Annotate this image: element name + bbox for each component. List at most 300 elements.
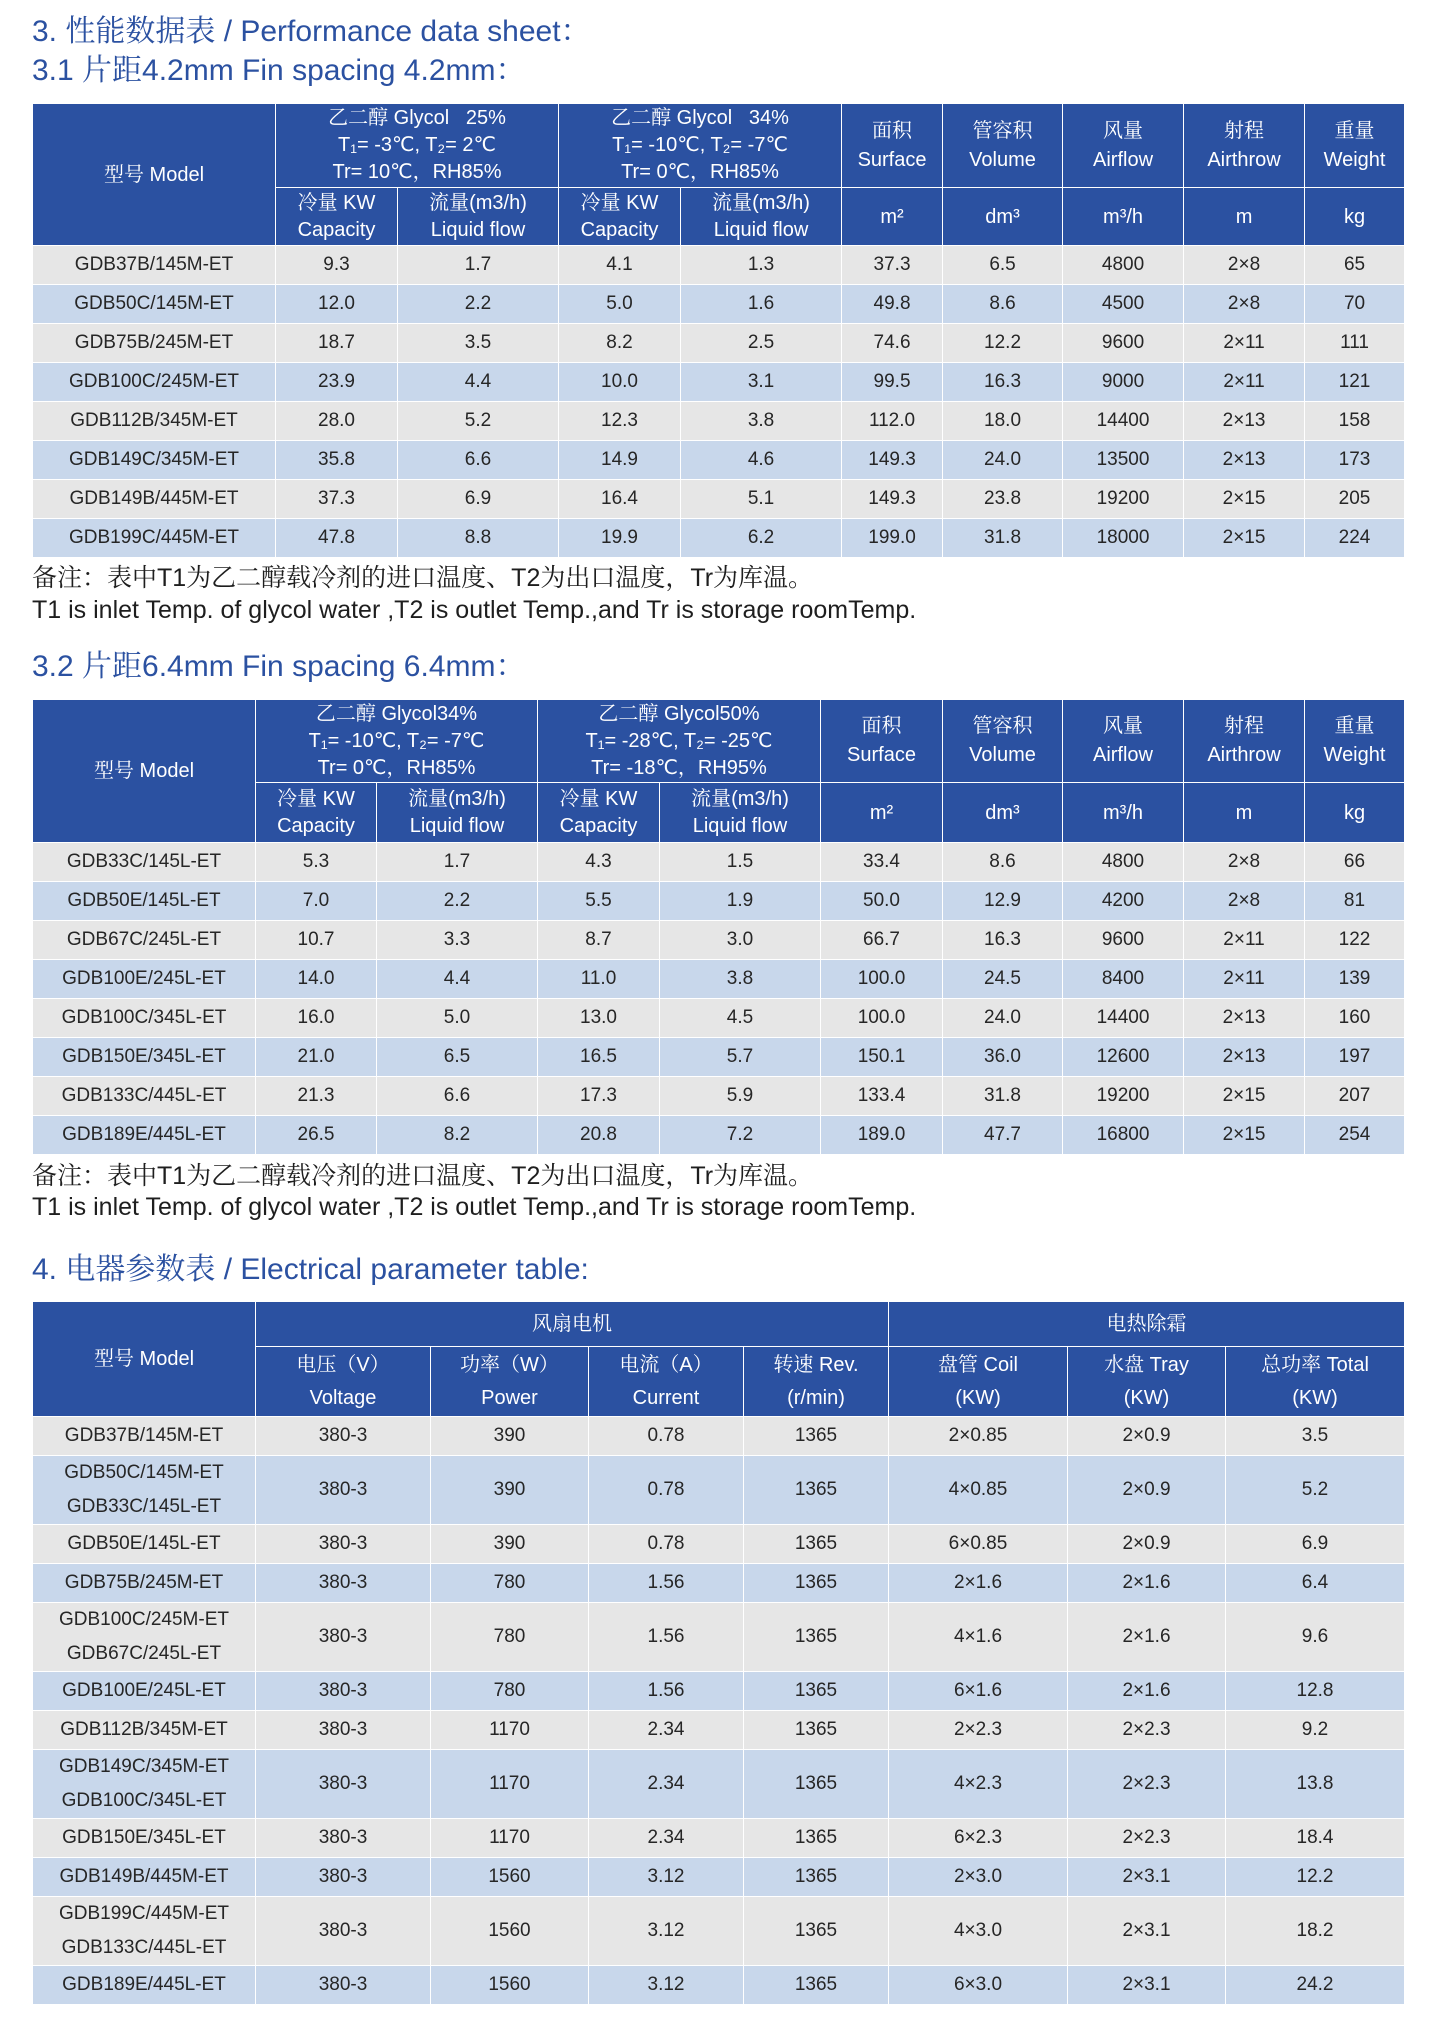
model-cell: GDB67C/245L-ET <box>33 921 256 960</box>
value-cell: 14400 <box>1063 402 1184 441</box>
value-cell: 6×2.3 <box>889 1819 1068 1858</box>
model-cell: GDB199C/445M-ET <box>33 519 276 558</box>
column-header <box>1063 700 1184 783</box>
electrical-table <box>32 1301 1405 2005</box>
value-cell: 8.7 <box>538 921 660 960</box>
value-cell: 4×2.3 <box>889 1750 1068 1819</box>
column-header <box>1305 104 1405 188</box>
value-cell: 6.9 <box>398 480 559 519</box>
value-cell: 390 <box>431 1456 589 1525</box>
column-header-zh: 功率（W） <box>460 1353 559 1376</box>
value-cell: 18000 <box>1063 519 1184 558</box>
model-name: GDB37B/145M-ET <box>64 1425 224 1446</box>
value-cell: 1365 <box>744 1417 889 1456</box>
sub-header-en: Liquid flow <box>692 814 788 837</box>
value-cell: 122 <box>1305 921 1405 960</box>
value-cell: 380-3 <box>256 1711 431 1750</box>
column-header-zh: 电压（V） <box>296 1353 390 1376</box>
column-header-zh: 射程 <box>1224 715 1264 737</box>
model-cell <box>33 1858 256 1897</box>
value-cell: 33.4 <box>821 843 943 882</box>
value-cell: 207 <box>1305 1077 1405 1116</box>
sub-header-zh: 流量(m3/h) <box>408 787 506 810</box>
value-cell: 139 <box>1305 960 1405 999</box>
value-cell: 1365 <box>744 1750 889 1819</box>
value-cell: 21.3 <box>256 1077 377 1116</box>
sub-header <box>538 783 660 843</box>
value-cell: 7.2 <box>660 1116 821 1155</box>
value-cell: 1.6 <box>681 285 842 324</box>
column-header-zh: 重量 <box>1334 715 1375 737</box>
value-cell: 17.3 <box>538 1077 660 1116</box>
model-name: GDB33C/145L-ET <box>66 1496 222 1517</box>
model-cell: GDB33C/145L-ET <box>33 843 256 882</box>
value-cell: 47.8 <box>276 519 398 558</box>
value-cell: 4×0.85 <box>889 1456 1068 1525</box>
value-cell: 2×0.9 <box>1068 1525 1226 1564</box>
unit-header: m² <box>821 783 943 843</box>
fan-motor-group-header: 风扇电机 <box>256 1302 889 1347</box>
value-cell: 2×3.0 <box>889 1858 1068 1897</box>
value-cell: 1.7 <box>398 246 559 285</box>
value-cell: 2×2.3 <box>1068 1750 1226 1819</box>
value-cell: 1560 <box>431 1897 589 1966</box>
column-header-zh: 转速 Rev. <box>773 1353 859 1376</box>
value-cell: 1365 <box>744 1966 889 2005</box>
value-cell: 16.3 <box>943 363 1063 402</box>
value-cell: 2×11 <box>1184 921 1305 960</box>
value-cell: 2.2 <box>377 882 538 921</box>
value-cell: 380-3 <box>256 1966 431 2005</box>
table-row <box>33 1711 1405 1750</box>
table-row <box>33 843 1405 882</box>
value-cell: 12.9 <box>943 882 1063 921</box>
sub-header-zh: 冷量 KW <box>277 787 355 810</box>
table-row <box>33 1116 1405 1155</box>
glycol-condition-header <box>559 104 842 188</box>
column-header-zh: 电流（A） <box>619 1353 713 1376</box>
sub-header-zh: 冷量 KW <box>559 787 638 810</box>
value-cell: 13500 <box>1063 441 1184 480</box>
sub-header-zh: 流量(m3/h) <box>429 191 527 214</box>
value-cell: 13.8 <box>1226 1750 1405 1819</box>
value-cell: 9600 <box>1063 921 1184 960</box>
value-cell: 16.0 <box>256 999 377 1038</box>
model-cell: GDB100C/245M-ET <box>33 363 276 402</box>
value-cell: 380-3 <box>256 1417 431 1456</box>
model-name: GDB100C/345L-ET <box>61 1790 227 1811</box>
model-cell <box>33 1819 256 1858</box>
table-row <box>33 519 1405 558</box>
value-cell: 380-3 <box>256 1750 431 1819</box>
value-cell: 65 <box>1305 246 1405 285</box>
value-cell: 8.6 <box>943 285 1063 324</box>
value-cell: 18.7 <box>276 324 398 363</box>
glycol-condition-header <box>538 700 821 783</box>
unit-header: m³/h <box>1063 783 1184 843</box>
value-cell: 1365 <box>744 1525 889 1564</box>
value-cell: 9000 <box>1063 363 1184 402</box>
value-cell: 8.6 <box>943 843 1063 882</box>
column-header <box>744 1347 889 1417</box>
value-cell: 4800 <box>1063 843 1184 882</box>
unit-header: m² <box>842 188 943 246</box>
value-cell: 10.0 <box>559 363 681 402</box>
sub-header-zh: 流量(m3/h) <box>691 787 789 810</box>
performance-table <box>32 699 1405 1155</box>
value-cell: 4.3 <box>538 843 660 882</box>
value-cell: 2×11 <box>1184 324 1305 363</box>
value-cell: 2×13 <box>1184 1038 1305 1077</box>
value-cell: 5.3 <box>256 843 377 882</box>
table-header <box>33 700 1405 843</box>
value-cell: 149.3 <box>842 480 943 519</box>
column-header-zh: 管容积 <box>972 715 1033 737</box>
value-cell: 20.8 <box>538 1116 660 1155</box>
table-row <box>33 363 1405 402</box>
model-header: 型号 Model <box>33 104 276 246</box>
column-header-zh: 风量 <box>1103 715 1143 737</box>
value-cell: 1365 <box>744 1897 889 1966</box>
value-cell: 11.0 <box>538 960 660 999</box>
value-cell: 26.5 <box>256 1116 377 1155</box>
column-header <box>1063 104 1184 188</box>
sub-header <box>660 783 821 843</box>
value-cell: 12.8 <box>1226 1672 1405 1711</box>
table-row <box>33 1417 1405 1456</box>
value-cell: 74.6 <box>842 324 943 363</box>
table-row <box>33 999 1405 1038</box>
value-cell: 380-3 <box>256 1858 431 1897</box>
value-cell: 35.8 <box>276 441 398 480</box>
model-cell <box>33 1711 256 1750</box>
unit-header: m <box>1184 188 1305 246</box>
column-header <box>842 104 943 188</box>
value-cell: 0.78 <box>589 1525 744 1564</box>
value-cell: 18.4 <box>1226 1819 1405 1858</box>
column-header-en: Surface <box>847 744 916 766</box>
value-cell: 8.2 <box>559 324 681 363</box>
model-cell: GDB50E/145L-ET <box>33 882 256 921</box>
value-cell: 50.0 <box>821 882 943 921</box>
value-cell: 1.56 <box>589 1603 744 1672</box>
value-cell: 112.0 <box>842 402 943 441</box>
value-cell: 14.0 <box>256 960 377 999</box>
value-cell: 2.34 <box>589 1750 744 1819</box>
table-row <box>33 1672 1405 1711</box>
column-header <box>1226 1347 1405 1417</box>
table-row <box>33 1525 1405 1564</box>
value-cell: 197 <box>1305 1038 1405 1077</box>
model-cell <box>33 1456 256 1525</box>
glycol-condition-line: T₁= -10℃, T₂= -7℃ <box>308 729 485 752</box>
model-cell <box>33 1966 256 2005</box>
model-name: GDB149C/345M-ET <box>58 1756 229 1777</box>
value-cell: 37.3 <box>842 246 943 285</box>
glycol-condition-header <box>276 104 559 188</box>
value-cell: 3.8 <box>660 960 821 999</box>
value-cell: 9600 <box>1063 324 1184 363</box>
value-cell: 6.6 <box>377 1077 538 1116</box>
value-cell: 28.0 <box>276 402 398 441</box>
model-cell <box>33 1417 256 1456</box>
value-cell: 23.9 <box>276 363 398 402</box>
value-cell: 6×3.0 <box>889 1966 1068 2005</box>
value-cell: 1.9 <box>660 882 821 921</box>
value-cell: 380-3 <box>256 1819 431 1858</box>
table-row <box>33 1858 1405 1897</box>
column-header-zh: 重量 <box>1334 119 1375 142</box>
value-cell: 2×11 <box>1184 363 1305 402</box>
value-cell: 2×0.85 <box>889 1417 1068 1456</box>
column-header <box>1305 700 1405 783</box>
value-cell: 2×15 <box>1184 1077 1305 1116</box>
glycol-condition-line: T₁= -3℃, T₂= 2℃ <box>338 134 496 156</box>
column-header-zh: 面积 <box>861 715 902 737</box>
table-note-en: T1 is inlet Temp. of glycol water ,T2 is outlet Temp.,and Tr is storage roomTemp. <box>32 1193 917 1221</box>
value-cell: 2×1.6 <box>889 1564 1068 1603</box>
value-cell: 70 <box>1305 285 1405 324</box>
glycol-condition-header <box>256 700 538 783</box>
model-cell: GDB189E/445L-ET <box>33 1116 256 1155</box>
table-row <box>33 921 1405 960</box>
value-cell: 390 <box>431 1417 589 1456</box>
value-cell: 380-3 <box>256 1525 431 1564</box>
value-cell: 10.7 <box>256 921 377 960</box>
value-cell: 2.2 <box>398 285 559 324</box>
table-row <box>33 1603 1405 1672</box>
value-cell: 23.8 <box>943 480 1063 519</box>
table-row <box>33 1564 1405 1603</box>
value-cell: 160 <box>1305 999 1405 1038</box>
value-cell: 0.78 <box>589 1417 744 1456</box>
model-cell: GDB133C/445L-ET <box>33 1077 256 1116</box>
column-header-en: Volume <box>969 148 1036 171</box>
value-cell: 6.6 <box>398 441 559 480</box>
table-row <box>33 882 1405 921</box>
value-cell: 24.0 <box>943 999 1063 1038</box>
value-cell: 380-3 <box>256 1897 431 1966</box>
value-cell: 3.0 <box>660 921 821 960</box>
model-name: GDB189E/445L-ET <box>62 1974 226 1995</box>
table-row <box>33 1819 1405 1858</box>
value-cell: 24.2 <box>1226 1966 1405 2005</box>
table-header <box>33 1302 1405 1417</box>
sub-header <box>256 783 377 843</box>
value-cell: 1365 <box>744 1456 889 1525</box>
value-cell: 1365 <box>744 1819 889 1858</box>
sub-header-zh: 冷量 KW <box>297 191 376 214</box>
value-cell: 24.5 <box>943 960 1063 999</box>
value-cell: 1.3 <box>681 246 842 285</box>
value-cell: 4.6 <box>681 441 842 480</box>
value-cell: 2×15 <box>1184 1116 1305 1155</box>
value-cell: 99.5 <box>842 363 943 402</box>
model-cell: GDB50C/145M-ET <box>33 285 276 324</box>
value-cell: 2.34 <box>589 1819 744 1858</box>
value-cell: 1.56 <box>589 1564 744 1603</box>
column-header-en: Airthrow <box>1207 148 1281 171</box>
value-cell: 1170 <box>431 1819 589 1858</box>
subsection-title-fin-6-4mm: 3.2 片距6.4mm Fin spacing 6.4mm： <box>32 650 526 683</box>
value-cell: 4.4 <box>398 363 559 402</box>
section-title-electrical: 4. 电器参数表 / Electrical parameter table: <box>32 1253 589 1286</box>
sub-header-zh: 流量(m3/h) <box>712 191 810 214</box>
column-header-zh: 面积 <box>872 119 913 142</box>
value-cell: 6.5 <box>377 1038 538 1077</box>
value-cell: 1.7 <box>377 843 538 882</box>
table-row <box>33 1750 1405 1819</box>
unit-header: dm³ <box>943 783 1063 843</box>
sub-header <box>681 188 842 246</box>
value-cell: 31.8 <box>943 1077 1063 1116</box>
column-header-zh: 射程 <box>1224 119 1265 142</box>
value-cell: 5.9 <box>660 1077 821 1116</box>
model-cell: GDB150E/345L-ET <box>33 1038 256 1077</box>
value-cell: 2×8 <box>1184 843 1305 882</box>
electric-defrost-group-header: 电热除霜 <box>889 1302 1405 1347</box>
value-cell: 9.3 <box>276 246 398 285</box>
model-cell: GDB100C/345L-ET <box>33 999 256 1038</box>
value-cell: 158 <box>1305 402 1405 441</box>
table-row <box>33 441 1405 480</box>
value-cell: 3.1 <box>681 363 842 402</box>
value-cell: 47.7 <box>943 1116 1063 1155</box>
sub-header-en: Capacity <box>277 814 355 837</box>
value-cell: 13.0 <box>538 999 660 1038</box>
sub-header <box>377 783 538 843</box>
value-cell: 2×3.1 <box>1068 1858 1226 1897</box>
value-cell: 21.0 <box>256 1038 377 1077</box>
value-cell: 12.2 <box>943 324 1063 363</box>
value-cell: 2.5 <box>681 324 842 363</box>
value-cell: 121 <box>1305 363 1405 402</box>
value-cell: 1365 <box>744 1672 889 1711</box>
glycol-condition-line: 乙二醇 Glycol 34% <box>611 107 789 129</box>
table-row <box>33 324 1405 363</box>
unit-header: m <box>1184 783 1305 843</box>
value-cell: 12.0 <box>276 285 398 324</box>
model-cell: GDB75B/245M-ET <box>33 324 276 363</box>
value-cell: 1365 <box>744 1858 889 1897</box>
value-cell: 2×2.3 <box>889 1711 1068 1750</box>
value-cell: 14.9 <box>559 441 681 480</box>
model-name: GDB199C/445M-ET <box>58 1903 229 1924</box>
model-cell <box>33 1603 256 1672</box>
table-row <box>33 402 1405 441</box>
sub-header <box>559 188 681 246</box>
column-header-en: (KW) <box>955 1386 1001 1409</box>
glycol-condition-line: T₁= -10℃, T₂= -7℃ <box>612 134 788 156</box>
model-header: 型号 Model <box>33 1302 256 1417</box>
value-cell: 5.2 <box>1226 1456 1405 1525</box>
column-header-en: Airthrow <box>1207 744 1281 766</box>
value-cell: 2×13 <box>1184 999 1305 1038</box>
value-cell: 3.12 <box>589 1966 744 2005</box>
value-cell: 380-3 <box>256 1564 431 1603</box>
column-header <box>943 104 1063 188</box>
column-header-en: (KW) <box>1292 1386 1338 1409</box>
table-row <box>33 246 1405 285</box>
value-cell: 199.0 <box>842 519 943 558</box>
value-cell: 2×8 <box>1184 246 1305 285</box>
column-header-en: Voltage <box>309 1386 377 1409</box>
model-cell: GDB149C/345M-ET <box>33 441 276 480</box>
model-cell <box>33 1750 256 1819</box>
table-header <box>33 104 1405 246</box>
value-cell: 49.8 <box>842 285 943 324</box>
column-header-en: Power <box>481 1386 538 1409</box>
value-cell: 4.5 <box>660 999 821 1038</box>
header-row-top <box>33 700 1405 783</box>
table-note-zh: 备注：表中T1为乙二醇载冷剂的进口温度、T2为出口温度，Tr为库温。 <box>32 564 814 592</box>
table-body <box>33 1417 1405 2005</box>
table-row <box>33 480 1405 519</box>
value-cell: 2×1.6 <box>1068 1564 1226 1603</box>
sub-header-en: Capacity <box>580 218 659 241</box>
value-cell: 5.7 <box>660 1038 821 1077</box>
table-body <box>33 843 1405 1155</box>
value-cell: 3.12 <box>589 1897 744 1966</box>
value-cell: 1170 <box>431 1750 589 1819</box>
table-row <box>33 960 1405 999</box>
model-name: GDB100E/245L-ET <box>62 1680 226 1701</box>
table-body <box>33 246 1405 558</box>
sub-header-en: Liquid flow <box>409 814 505 837</box>
table-row <box>33 1966 1405 2005</box>
glycol-condition-line: Tr= -18℃，RH95% <box>591 756 767 779</box>
value-cell: 18.0 <box>943 402 1063 441</box>
model-name: GDB50C/145M-ET <box>64 1462 224 1483</box>
value-cell: 1.56 <box>589 1672 744 1711</box>
value-cell: 2×13 <box>1184 402 1305 441</box>
glycol-condition-line: T₁= -28℃, T₂= -25℃ <box>585 729 773 752</box>
value-cell: 380-3 <box>256 1603 431 1672</box>
value-cell: 16800 <box>1063 1116 1184 1155</box>
model-cell: GDB37B/145M-ET <box>33 246 276 285</box>
column-header-zh: 水盘 Tray <box>1104 1353 1189 1376</box>
column-header <box>821 700 943 783</box>
value-cell: 8.8 <box>398 519 559 558</box>
value-cell: 14400 <box>1063 999 1184 1038</box>
value-cell: 24.0 <box>943 441 1063 480</box>
value-cell: 380-3 <box>256 1456 431 1525</box>
value-cell: 133.4 <box>821 1077 943 1116</box>
model-cell: GDB112B/345M-ET <box>33 402 276 441</box>
table-row <box>33 285 1405 324</box>
value-cell: 390 <box>431 1525 589 1564</box>
unit-header: kg <box>1305 783 1405 843</box>
value-cell: 66 <box>1305 843 1405 882</box>
unit-header: kg <box>1305 188 1405 246</box>
column-header <box>1184 104 1305 188</box>
table-row <box>33 1897 1405 1966</box>
table-note-zh: 备注：表中T1为乙二醇载冷剂的进口温度、T2为出口温度，Tr为库温。 <box>32 1162 814 1190</box>
value-cell: 5.5 <box>538 882 660 921</box>
value-cell: 0.78 <box>589 1456 744 1525</box>
column-header-en: Surface <box>857 148 927 171</box>
value-cell: 780 <box>431 1603 589 1672</box>
value-cell: 4.4 <box>377 960 538 999</box>
value-cell: 150.1 <box>821 1038 943 1077</box>
value-cell: 16.5 <box>538 1038 660 1077</box>
value-cell: 6.2 <box>681 519 842 558</box>
value-cell: 37.3 <box>276 480 398 519</box>
column-header <box>256 1347 431 1417</box>
column-header-en: Volume <box>969 744 1036 766</box>
value-cell: 3.8 <box>681 402 842 441</box>
value-cell: 2×15 <box>1184 519 1305 558</box>
